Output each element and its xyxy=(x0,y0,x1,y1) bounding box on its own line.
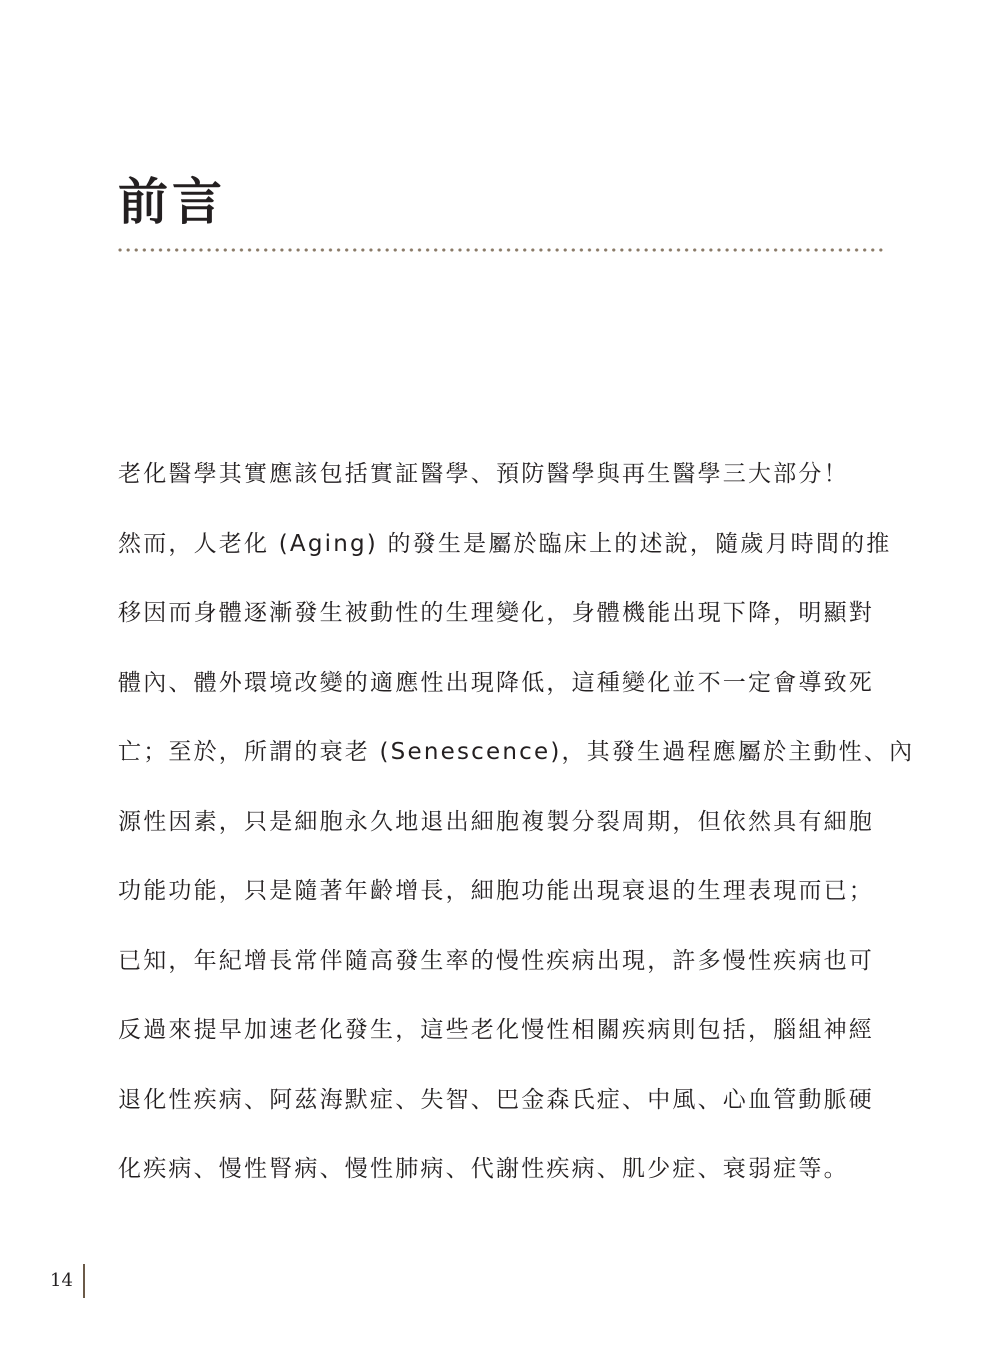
text-line: 然而，人老化 (Aging) 的發生是屬於臨床上的述說，隨歲月時間的推 xyxy=(118,530,892,557)
text-line: 退化性疾病、阿茲海默症、失智、巴金森氏症、中風、心血管動脈硬 xyxy=(118,1086,874,1113)
folio-divider-bar xyxy=(83,1264,85,1298)
text-line: 亡；至於，所謂的衰老 (Senescence)，其發生過程應屬於主動性、內 xyxy=(118,739,915,765)
body-paragraph xyxy=(118,440,915,1205)
text-line: 功能功能，只是隨著年齡增長，細胞功能出現衰退的生理表現而已； xyxy=(118,878,874,904)
text-line: 已知，年紀增長常伴隨高發生率的慢性疾病出現，許多慢性疾病也可 xyxy=(118,947,874,974)
text-line: 源性因素，只是細胞永久地退出細胞複製分裂周期，但依然具有細胞 xyxy=(118,808,874,835)
text-line: 老化醫學其實應該包括實証醫學、預防醫學與再生醫學三大部分！ xyxy=(118,461,849,487)
text-line: 體內、體外環境改變的適應性出現降低，這種變化並不一定會導致死 xyxy=(118,669,874,696)
text-line: 移因而身體逐漸發生被動性的生理變化，身體機能出現下降，明顯對 xyxy=(118,600,874,626)
page-number: 14 xyxy=(50,1270,73,1291)
text-line: 化疾病、慢性腎病、慢性肺病、代謝性疾病、肌少症、衰弱症等。 xyxy=(118,1156,849,1182)
text-line: 反過來提早加速老化發生，這些老化慢性相關疾病則包括，腦組神經 xyxy=(118,1017,874,1043)
page-title: 前言 xyxy=(118,173,226,231)
page-folio xyxy=(0,1264,100,1298)
dotted-divider xyxy=(116,248,886,252)
